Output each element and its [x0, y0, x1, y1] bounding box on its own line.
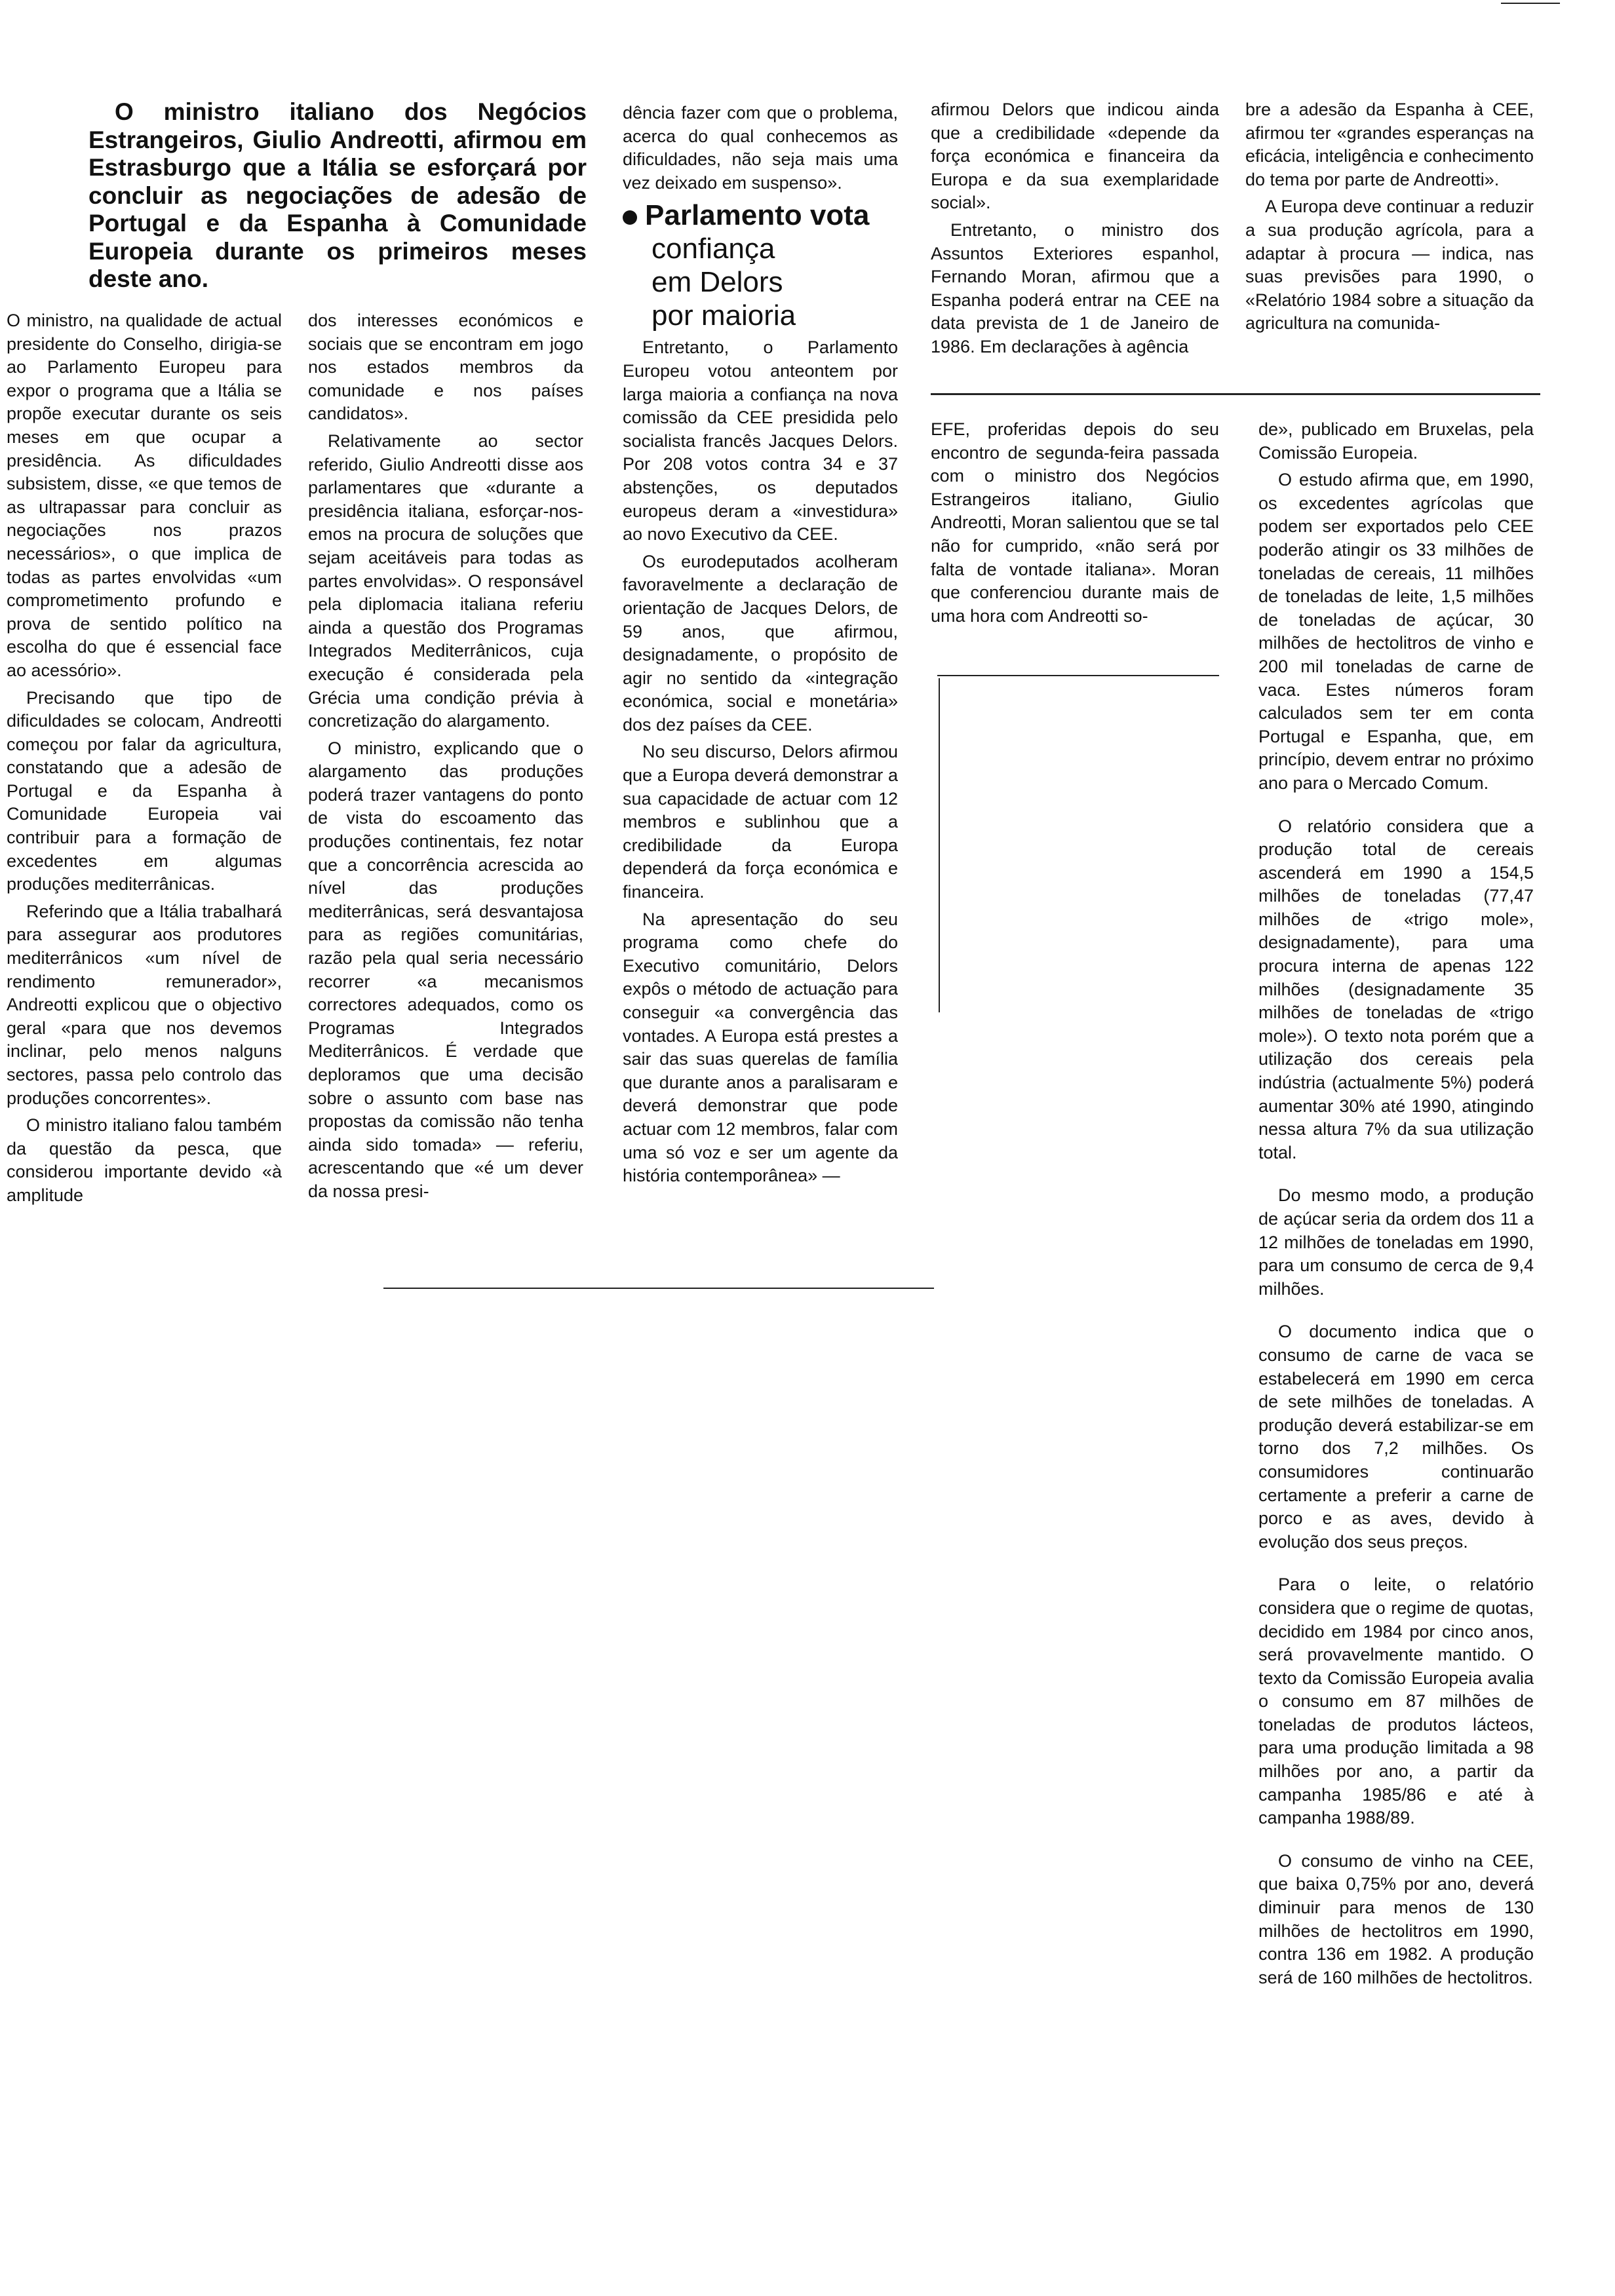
heading-line: por maioria	[652, 299, 796, 332]
column-4-top	[931, 98, 1219, 387]
heading-line: confiança	[652, 233, 775, 265]
col1-paragraph: Referindo que a Itália trabalhará para assegurar aos produtores mediterrânicos «um nível de rendimento remunerador», Andreotti explicou que o objectivo geral «para que nos devemos inclinar, pelo menos nalguns sectores, passa pelo controlo das produções concorrentes».	[7, 901, 282, 1108]
column-5-top	[1245, 98, 1534, 387]
col5-paragraph: Para o leite, o relatório considera que o regime de quotas, decidido em 1984 por cinco anos, será provavelmente mantido. O texto da Comissão Europeia avalia o consumo em 87 milhões de toneladas de produtos lácteos, para uma produção limitada a 98 milhões por ano, a partir da campanha 1985/86 e até à campanha 1988/89.	[1258, 1575, 1534, 1828]
col4-paragraph: EFE, proferidas depois do seu encontro de segunda-feira passada com o ministro dos Negócios Estrangeiros italiano, Giulio Andreotti, Moran salientou que se tal não for cumprido, «não será por falta de vontade italiana». Moran que conferenciou durante mais de uma hora com Andreotti so-	[931, 419, 1219, 626]
section-heading	[623, 199, 898, 332]
col1-paragraph: Precisando que tipo de dificuldades se colocam, Andreotti começou por falar da agricultura, constatando que a adesão de Portugal e da Espanha à Comunidade Europeia vai contribuir para a formação de excedentes em algumas produções mediterrânicas.	[7, 687, 282, 894]
col2-paragraph: dos interesses económicos e sociais que se encontram em jogo nos estados membros da comunidade e nos países candidatos».	[308, 311, 583, 424]
column-1	[7, 309, 282, 1286]
col2-paragraph: Relativamente ao sector referido, Giulio Andreotti disse aos parlamentares que «durante a presidência italiana, esforçar-nos-emos na procura de soluções que sejam aceitáveis para todas as partes envolvidas». O responsável pela diplomacia italiana referiu ainda a questão dos Programas Integrados Mediterrânicos, cuja execução é considerada pela Grécia uma condição prévia à concretização do alargamento.	[308, 430, 583, 731]
col3-paragraph: Na apresentação do seu programa como chefe do Executivo comunitário, Delors expôs o método de actuação para conseguir «a convergência das vontades. A Europa está prestes a sair das suas querelas de família que durante anos a paralisaram e deverá demonstrar que pode actuar com 12 membros, falar com uma só voz e ser um agente da história contemporânea» —	[623, 909, 898, 1186]
col1-paragraph: O ministro italiano falou também da questão da pesca, que considerou importante devido «à amplitude	[7, 1115, 282, 1205]
column-rule	[383, 1288, 934, 1289]
col3-paragraph: No seu discurso, Delors afirmou que a Europa deverá demonstrar a sua capacidade de actuar com 12 membros e sublinhou que a credibilidade da Europa dependerá da força económica e financeira.	[623, 742, 898, 902]
heading-line: em Delors	[652, 266, 783, 299]
column-5-bottom	[1258, 418, 1534, 2148]
column-4-bottom	[931, 418, 1219, 660]
col5-paragraph: O relatório considera que a produção total de cereais ascenderá em 1990 a 154,5 milhões de toneladas (77,47 milhões de «trigo mole», designadamente), para uma procura interna de apenas 122 milhões (designadamente 35 milhões de toneladas de «trigo mole»). O texto nota porém que a utilização dos cereais pela indústria (actualmente 5%) poderá aumentar 30% até 1990, atingindo nessa altura 7% da sua utilização total.	[1258, 816, 1534, 1162]
bullet-icon	[623, 210, 637, 225]
heading-line: Parlamento vota	[623, 199, 898, 232]
scan-mark	[1501, 3, 1560, 4]
col3-paragraph: Os eurodeputados acolheram favoravelmente a declaração de orientação de Jacques Delors, de 59 anos, que afirmou, designadamente, o propósito de agir no sentido da «integração económica, social e monetária» dos dez países da CEE.	[623, 551, 898, 735]
col1-paragraph: O ministro, na qualidade de actual presidente do Conselho, dirigia-se ao Parlamento Europeu para expor o programa que a Itália se propõe executar durante os seis meses em que ocupar a presidência. As dificuldades subsistem, disse, «e que temos de as ultrapassar para concluir as negociações nos prazos necessários», o que implica de todas as partes envolvidas «um comprometimento profundo e prova de sentido político na escolha do que é essencial face ao acessório».	[7, 311, 282, 680]
column-3	[623, 102, 898, 1274]
col2-paragraph: O ministro, explicando que o alargamento das produções poderá trazer vantagens do ponto de vista do escoamento das produções continentais, fez notar que a concorrência acrescida ao nível das produções mediterrânicas, será desvantajosa para as regiões comunitárias, razão pela qual seria necessário recorrer «a mecanismos correctores adequados, como os Programas Integrados Mediterrânicos. É verdade que deploramos que uma decisão sobre o assunto com base nas propostas da comissão não tenha ainda sido tomada» — referiu, acrescentando que «é um dever da nossa presi-	[308, 738, 583, 1201]
col5-paragraph: A Europa deve continuar a reduzir a sua produção agrícola, para a adaptar à procura — indica, nas suas previsões para 1990, o «Relatório 1984 sobre a situação da agricultura na comunida-	[1245, 197, 1534, 334]
col3-top-paragraph: dência fazer com que o problema, acerca do qual conhecemos as dificuldades, não seja mais uma vez deixado em suspenso».	[623, 103, 898, 193]
column-2	[308, 309, 583, 1286]
col4-paragraph: afirmou Delors que indicou ainda que a credibilidade «depende da força económica e financeira da Europa e da sua exemplaridade social».	[931, 100, 1219, 213]
col4-paragraph: Entretanto, o ministro dos Assuntos Exteriores espanhol, Fernando Moran, afirmou que a Espanha poderá entrar na CEE na data prevista de 1 de Janeiro de 1986. Em declarações à agência	[931, 220, 1219, 356]
article-lead: O ministro italiano dos Negócios Estrangeiros, Giulio Andreotti, afirmou em Estrasburgo que a Itália se esforçará por concluir as negociações de adesão de Portugal e da Espanha à Comunidade Europeia durante os primeiros meses deste ano.	[88, 98, 587, 292]
col5-paragraph: de», publicado em Bruxelas, pela Comissão Europeia.	[1258, 419, 1534, 463]
col5-paragraph: Do mesmo modo, a produção de açúcar seria da ordem dos 11 a 12 milhões de toneladas em 1990, para um consumo de cerca de 9,4 milhões.	[1258, 1185, 1534, 1299]
column-rule	[939, 678, 940, 1012]
col5-paragraph: O documento indica que o consumo de carne de vaca se estabelecerá em 1990 em cerca de sete milhões de toneladas. A produção deverá estabilizar-se em torno dos 7,2 milhões. Os consumidores continuarão certamente a preferir a carne de porco e as aves, devido à evolução dos seus preços.	[1258, 1322, 1534, 1552]
col5-paragraph: bre a adesão da Espanha à CEE, afirmou ter «grandes esperanças na eficácia, inteligência e conhecimento do tema por parte de Andreotti».	[1245, 100, 1534, 189]
column-rule	[931, 393, 1540, 395]
col3-paragraph: Entretanto, o Parlamento Europeu votou anteontem por larga maioria a confiança na nova comissão da CEE presidida pelo socialista francês Jacques Delors. Por 208 votos contra 34 e 37 abstenções, os deputados europeus deram a «investidura» ao novo Executivo da CEE.	[623, 337, 898, 545]
column-rule	[937, 675, 1219, 676]
col5-paragraph: O consumo de vinho na CEE, que baixa 0,75% por ano, deverá diminuir para menos de 130 milhões de hectolitros em 1990, contra 136 em 1982. A produção será de 160 milhões de hectolitros.	[1258, 1850, 1534, 1987]
col5-paragraph: O estudo afirma que, em 1990, os excedentes agrícolas que podem ser exportados pelo CEE poderão atingir os 33 milhões de toneladas de cereais, 11 milhões de toneladas de leite, 1,5 milhões de toneladas de açúcar, 30 milhões de hectolitros de vinho e 200 mil toneladas de carne de vaca. Estes números foram calculados sem ter em conta Portugal e Espanha, que, em princípio, devem entrar no próximo ano para o Mercado Comum.	[1258, 470, 1534, 793]
